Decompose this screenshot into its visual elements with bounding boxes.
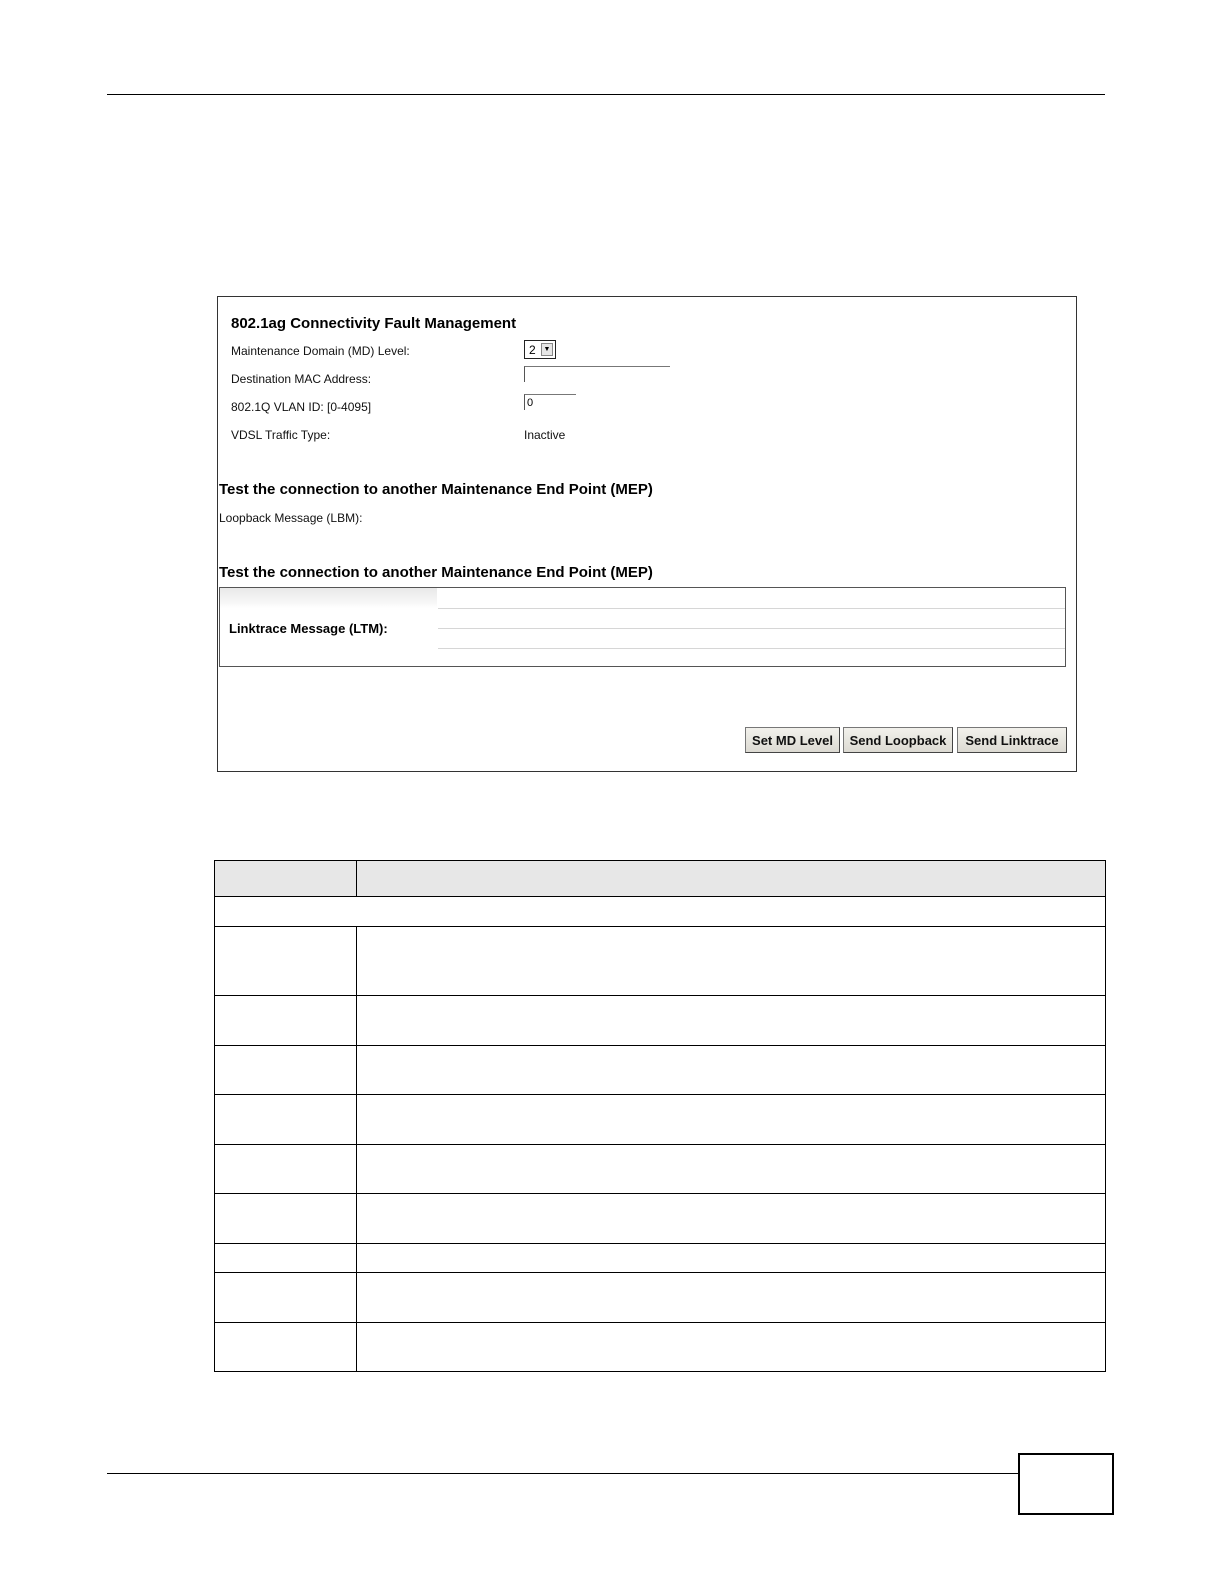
md-level-value: 2 bbox=[529, 343, 536, 357]
linktrace-row-divider bbox=[438, 608, 1065, 609]
footer-rule bbox=[107, 1473, 1019, 1474]
header-rule bbox=[107, 94, 1105, 95]
loopback-heading: Test the connection to another Maintenance End Point (MEP) bbox=[219, 481, 653, 498]
vdsl-traffic-type-value: Inactive bbox=[524, 428, 566, 442]
page-number-box bbox=[1018, 1453, 1114, 1515]
linktrace-heading: Test the connection to another Maintenance End Point (MEP) bbox=[219, 564, 653, 581]
table-row-divider bbox=[215, 995, 1105, 996]
loopback-label: Loopback Message (LBM): bbox=[219, 511, 363, 525]
table-row-divider bbox=[215, 896, 1105, 897]
send-loopback-button[interactable]: Send Loopback bbox=[843, 727, 953, 753]
vlan-id-label: 802.1Q VLAN ID: [0-4095] bbox=[231, 400, 372, 414]
cfm-title: 802.1ag Connectivity Fault Management bbox=[231, 315, 517, 332]
set-md-level-button[interactable]: Set MD Level bbox=[745, 727, 840, 753]
table-header-row bbox=[215, 861, 1105, 896]
table-row-divider bbox=[215, 1272, 1105, 1273]
table-row-divider bbox=[215, 1243, 1105, 1244]
field-description-table bbox=[214, 860, 1106, 1372]
table-row-divider bbox=[215, 1045, 1105, 1046]
vlan-id-input[interactable] bbox=[524, 394, 576, 410]
destination-mac-label: Destination MAC Address: bbox=[231, 372, 372, 386]
md-level-select[interactable] bbox=[524, 340, 556, 359]
cfm-screenshot bbox=[217, 296, 1077, 772]
md-level-label: Maintenance Domain (MD) Level: bbox=[231, 344, 410, 358]
table-row-divider bbox=[215, 1193, 1105, 1194]
chevron-down-icon: ▼ bbox=[541, 343, 553, 356]
vdsl-traffic-type-label: VDSL Traffic Type: bbox=[231, 428, 331, 442]
linktrace-row-divider bbox=[438, 648, 1065, 649]
destination-mac-input[interactable] bbox=[524, 366, 670, 382]
linktrace-label: Linktrace Message (LTM): bbox=[229, 621, 388, 636]
linktrace-row-divider bbox=[438, 628, 1065, 629]
table-row-divider bbox=[215, 926, 1105, 927]
table-row-divider bbox=[215, 1322, 1105, 1323]
table-row-divider bbox=[215, 1144, 1105, 1145]
linktrace-result-box bbox=[219, 587, 1066, 667]
table-column-divider bbox=[356, 926, 357, 1371]
table-column-divider bbox=[356, 861, 357, 896]
table-row-divider bbox=[215, 1094, 1105, 1095]
send-linktrace-button[interactable]: Send Linktrace bbox=[957, 727, 1067, 753]
